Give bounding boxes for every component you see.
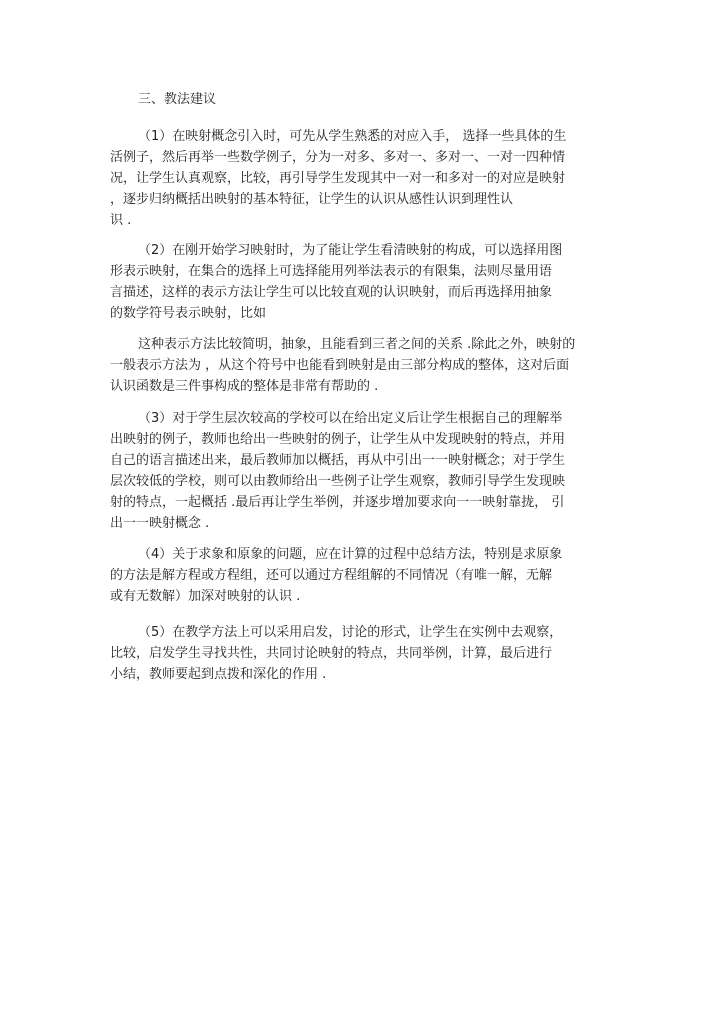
paragraph-line: 自己的语言描述出来，最后教师加以概括，再从中引出一一映射概念；对于学生 [110, 453, 566, 468]
paragraph-line: 的数学符号表示映射，比如 [110, 306, 267, 321]
paragraph-3 [110, 334, 590, 397]
paragraph-line: （1）在映射概念引入时，可先从学生熟悉的对应入手， 选择一些具体的生 [138, 129, 567, 144]
paragraph-line: ，逐步归纳概括出映射的基本特征，让学生的认识从感性认识到理性认 [110, 192, 514, 207]
paragraph-line: 比较，启发学生寻找共性，共同讨论映射的特点，共同举例，计算，最后进行 [110, 646, 553, 661]
paragraph-line: 况，让学生认真观察，比较，再引导学生发现其中一对一和多对一的对应是映射 [110, 171, 566, 186]
paragraph-4 [110, 408, 590, 534]
paragraph-line: （5）在教学方法上可以采用启发，讨论的形式，让学生在实例中去观察， [138, 625, 563, 640]
paragraph-line: 层次较低的学校，则可以由教师给出一些例子让学生观察，教师引导学生发现映 [110, 474, 566, 489]
paragraph-line: 出映射的例子，教师也给出一些映射的例子，让学生从中发现映射的特点，并用 [110, 432, 566, 447]
paragraph-1 [110, 126, 590, 231]
paragraph-line: 这种表示方法比较简明，抽象，且能看到三者之间的关系 .除此之外，映射的 [138, 337, 576, 352]
paragraph-line: （4）关于求象和原象的问题，应在计算的过程中总结方法，特别是求原象 [138, 547, 563, 562]
section-heading: 三、教法建议 [138, 92, 217, 107]
paragraph-6 [110, 622, 590, 685]
paragraph-5 [110, 544, 590, 607]
paragraph-line: 的方法是解方程或方程组，还可以通过方程组解的不同情况（有唯一解，无解 [110, 568, 553, 583]
paragraph-line: （3）对于学生层次较高的学校可以在给出定义后让学生根据自己的理解举 [138, 411, 563, 426]
paragraph-line: 出一一映射概念 . [110, 516, 210, 531]
paragraph-line: 或有无数解）加深对映射的认识 . [110, 589, 301, 604]
paragraph-2 [110, 240, 590, 324]
paragraph-line: 认识函数是三件事构成的整体是非常有帮助的 . [110, 379, 379, 394]
paragraph-line: 小结，教师要起到点拨和深化的作用 . [110, 667, 327, 682]
paragraph-line: 活例子，然后再举一些数学例子，分为一对多、多对一、多对一、一对一四种情 [110, 150, 566, 165]
paragraph-line: 识 . [110, 213, 132, 228]
paragraph-line: （2）在刚开始学习映射时，为了能让学生看清映射的构成，可以选择用图 [138, 243, 563, 258]
paragraph-line: 射的特点，一起概括 .最后再让学生举例，并逐步增加要求向一一映射靠拢， 引 [110, 495, 565, 510]
paragraph-line: 形表示映射，在集合的选择上可选择能用列举法表示的有限集，法则尽量用语 [110, 264, 553, 279]
paragraph-line: 言描述，这样的表示方法让学生可以比较直观的认识映射，而后再选择用抽象 [110, 285, 553, 300]
paragraph-line: 一般表示方法为 ，从这个符号中也能看到映射是由三部分构成的整体，这对后面 [110, 358, 570, 373]
